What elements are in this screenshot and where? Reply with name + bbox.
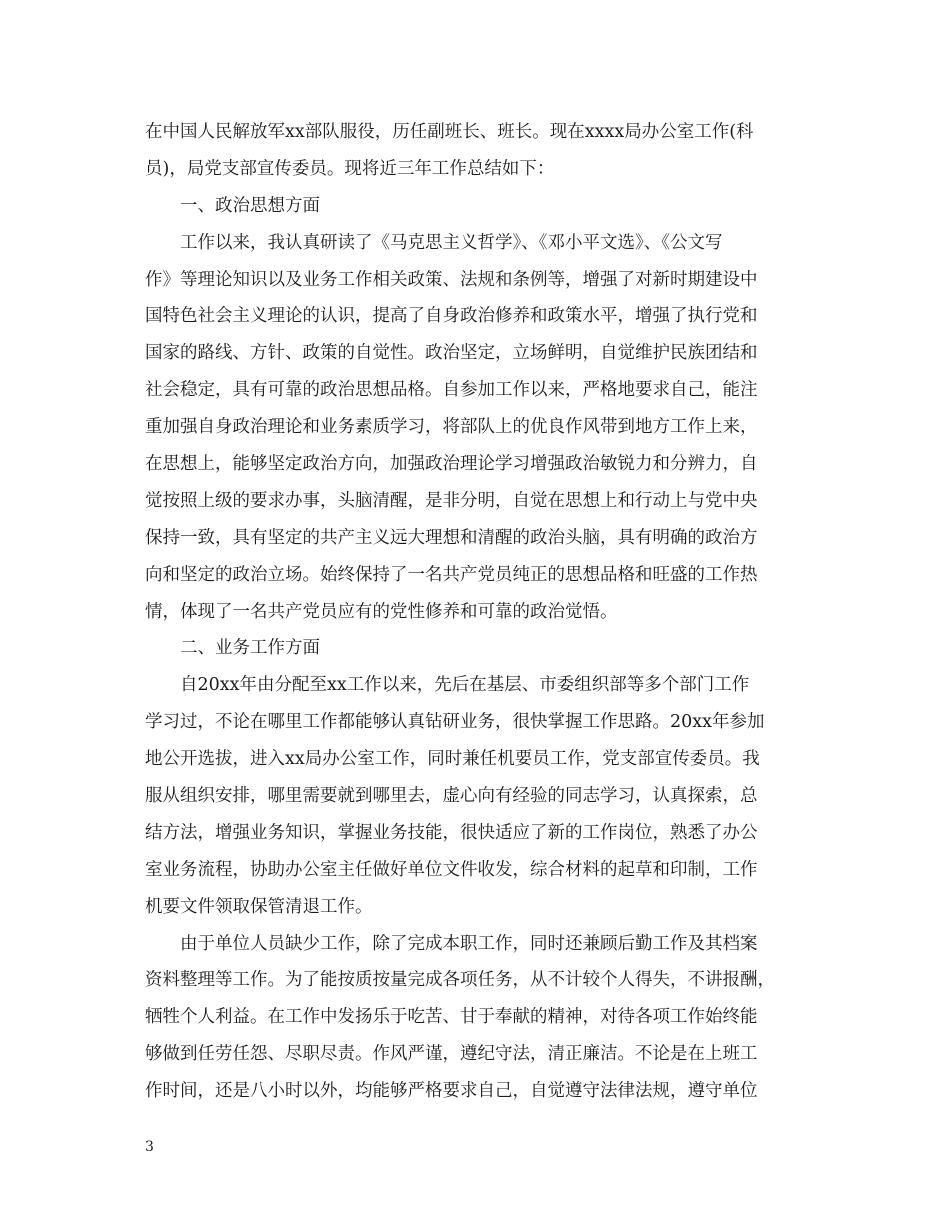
text-line: 服从组织安排，哪里需要就到哪里去，虚心向有经验的同志学习，认真探索，总 xyxy=(145,786,758,807)
text-line: 自20xx年由分配至xx工作以来，先后在基层、市委组织部等多个部门工作 xyxy=(145,675,750,696)
text-line: 向和坚定的政治立场。始终保持了一名共产党员纯正的思想品格和旺盛的工作热 xyxy=(145,564,758,585)
text-line: 机要文件领取保管清退工作。 xyxy=(145,896,373,917)
text-line: 学习过，不论在哪里工作都能够认真钻研业务，很快掌握工作思路。20xx年参加 xyxy=(145,712,765,733)
text-line: 二、业务工作方面 xyxy=(145,638,320,659)
text-line: 在中国人民解放军xx部队服役，历任副班长、班长。现在xxxx局办公室工作(科 xyxy=(145,122,754,142)
text-line: 在思想上，能够坚定政治方向，加强政治理论学习增强政治敏锐力和分辨力，自 xyxy=(145,454,758,475)
text-line: 觉按照上级的要求办事，头脑清醒，是非分明，自觉在思想上和行动上与党中央 xyxy=(145,490,758,511)
text-line: 社会稳定，具有可靠的政治思想品格。自参加工作以来，严格地要求自己，能注 xyxy=(145,380,758,401)
text-line: 员)，局党支部宣传委员。现将近三年工作总结如下： xyxy=(145,158,555,179)
text-line: 国特色社会主义理论的认识，提高了自身政治修养和政策水平，增强了执行党和 xyxy=(145,306,758,327)
text-line: 室业务流程，协助办公室主任做好单位文件收发，综合材料的起草和印制，工作 xyxy=(145,859,758,880)
body-text xyxy=(145,114,810,1110)
text-line: 情，体现了一名共产党员应有的党性修养和可靠的政治觉悟。 xyxy=(145,601,618,622)
page-number: 3 xyxy=(145,1139,154,1155)
text-line: 结方法，增强业务知识，掌握业务技能，很快适应了新的工作岗位，熟悉了办公 xyxy=(145,822,758,843)
text-line: 地公开选拔，进入xx局办公室工作，同时兼任机要员工作，党支部宣传委员。我 xyxy=(145,749,760,770)
text-line: 国家的路线、方针、政策的自觉性。政治坚定，立场鲜明，自觉维护民族团结和 xyxy=(145,343,758,364)
text-line: 资料整理等工作。为了能按质按量完成各项任务，从不计较个人得失，不讲报酬， xyxy=(145,970,775,991)
text-line: 保持一致，具有坚定的共产主义远大理想和清醒的政治头脑，具有明确的政治方 xyxy=(145,527,758,548)
text-line: 作》等理论知识以及业务工作相关政策、法规和条例等，增强了对新时期建设中 xyxy=(145,269,758,290)
text-line: 工作以来，我认真研读了《马克思主义哲学》、《邓小平文选》、《公文写 xyxy=(145,232,723,253)
text-line: 够做到任劳任怨、尽职尽责。作风严谨，遵纪守法，清正廉洁。不论是在上班工 xyxy=(145,1044,758,1065)
text-line: 重加强自身政治理论和业务素质学习，将部队上的优良作风带到地方工作上来， xyxy=(145,417,758,438)
text-line: 作时间，还是八小时以外，均能够严格要求自己，自觉遵守法律法规，遵守单位 xyxy=(145,1081,758,1102)
text-line: 由于单位人员缺少工作，除了完成本职工作，同时还兼顾后勤工作及其档案 xyxy=(145,933,758,954)
text-line: 牺牲个人利益。在工作中发扬乐于吃苦、甘于奉献的精神，对待各项工作始终能 xyxy=(145,1007,758,1028)
text-line: 一、政治思想方面 xyxy=(145,195,320,216)
